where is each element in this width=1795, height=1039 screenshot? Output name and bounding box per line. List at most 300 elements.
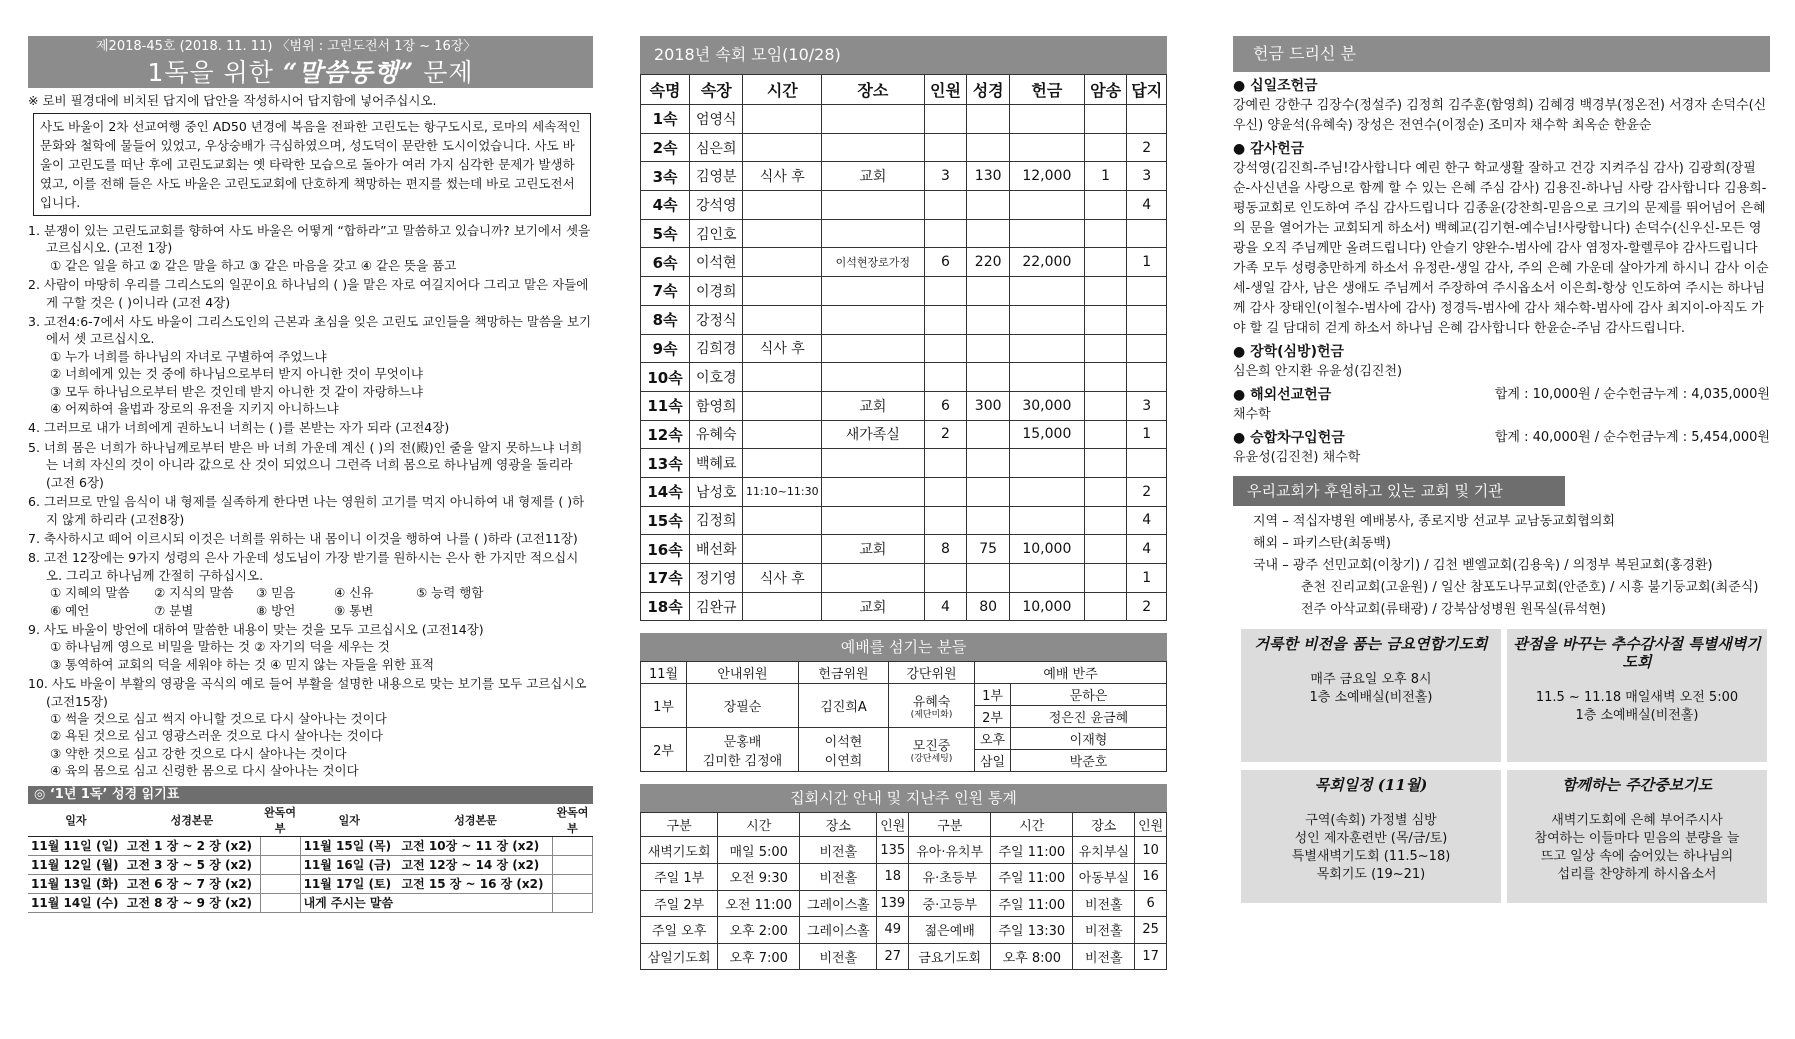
reading-date: 내게 주시는 말씀 xyxy=(300,893,398,912)
question-item xyxy=(28,621,593,673)
reading-check xyxy=(260,855,300,874)
gift-options-row xyxy=(28,584,593,601)
guide-2a: 문홍배 xyxy=(723,734,762,750)
cell-value xyxy=(967,334,1010,363)
announcement-boxes xyxy=(1241,629,1770,903)
cell-value xyxy=(822,305,925,334)
stat-col-header: 구분 xyxy=(909,813,991,837)
stat-col-header: 시간 xyxy=(991,813,1073,837)
support-line: 춘천 진리교회(고윤원) / 일산 참포도나무교회(안준호) / 시흥 불기둥교회(최준식) xyxy=(1301,580,1759,595)
reading-check xyxy=(553,855,593,874)
cell-value xyxy=(1084,391,1127,420)
cell-value xyxy=(1127,334,1167,363)
stat-value: 비전홀 xyxy=(800,837,877,864)
cell-value: 4 xyxy=(1127,535,1167,564)
answer-option: ③ 모두 하나님으로부터 받은 것인데 받지 아니한 것 같이 자랑하느냐 xyxy=(50,383,423,399)
tithe-title: ● 십일조헌금 xyxy=(1233,78,1318,94)
stat-row xyxy=(641,917,1167,944)
cell-value xyxy=(924,191,967,220)
cell-value xyxy=(1127,305,1167,334)
answer-option: ① 누가 너희를 하나님의 자녀로 구별하여 주었느냐 xyxy=(50,348,327,364)
support-line: 전주 아삭교회(류태광) / 강북삼성병원 원목실(류석현) xyxy=(1301,602,1606,617)
cell-value xyxy=(822,564,925,593)
announcement-title: 목회일정 (11월) xyxy=(1314,776,1428,794)
stat-value: 유아·유치부 xyxy=(909,837,991,864)
cell-value: 식사 후 xyxy=(743,334,822,363)
question-item xyxy=(28,493,593,528)
stat-value: 6 xyxy=(1135,890,1167,917)
cell-value xyxy=(1010,363,1085,392)
cell-meeting-heading: 2018년 속회 모임(10/28) xyxy=(640,36,1167,74)
question-text: 6. 그러므로 만일 음식이 내 형제를 실족하게 한다면 나는 영원히 고기를 먹지 아니하여 내 형제를 ( )하지 않게 하리라 (고전8장) xyxy=(28,494,585,527)
stat-col-header: 장소 xyxy=(800,813,877,837)
cell-value xyxy=(1010,334,1085,363)
announcement-line: 성인 제자훈련반 (목/금/토) xyxy=(1294,831,1448,846)
cell-value xyxy=(967,363,1010,392)
cell-row xyxy=(641,162,1167,191)
announcement-line: 새벽기도회에 은혜 부어주시사 xyxy=(1551,813,1723,828)
cell-value: 2 xyxy=(1127,477,1167,506)
question-item xyxy=(28,439,593,491)
question-text: 10. 사도 바울이 부활의 영광을 곡식의 예로 들어 부활을 설명한 내용으로 맞는 보기를 모두 고르십시오 (고전15장) xyxy=(28,676,587,709)
stat-value: 135 xyxy=(877,837,909,864)
question-text: 7. 축사하시고 떼어 이르시되 이것은 너희를 위하는 내 몸이니 이것을 행하여 나를 ( )하라 (고전11장) xyxy=(28,530,578,546)
reading-col-header: 성경본문 xyxy=(399,804,553,837)
reading-passage: 고전 10장 ~ 11 장 (x2) xyxy=(399,836,553,855)
cell-value: 1속 xyxy=(641,105,690,134)
reading-date: 11월 12일 (월) xyxy=(28,855,124,874)
cell-value: 이경희 xyxy=(690,277,743,306)
gift-option: ④ 신유 xyxy=(334,585,374,601)
reading-date: 11월 15일 (목) xyxy=(300,836,398,855)
worship-servers-table xyxy=(640,661,1167,772)
visit-names: 심은희 안지환 유윤성(김진천) xyxy=(1233,364,1403,379)
cell-value xyxy=(743,305,822,334)
answer-note: ※ 로비 필경대에 비치된 답지에 답안을 작성하시어 답지함에 넣어주십시오. xyxy=(28,93,437,108)
cell-value: 75 xyxy=(967,535,1010,564)
cell-value xyxy=(743,277,822,306)
cell-value: 2 xyxy=(1127,133,1167,162)
cell-value: 15속 xyxy=(641,506,690,535)
cell-value: 함영희 xyxy=(690,391,743,420)
cell-value: 강석영 xyxy=(690,191,743,220)
question-text: 2. 사람이 마땅히 우리를 그리스도의 일꾼이요 하나님의 ( )을 맡은 자로 여길지어다 그리고 맡은 자들에게 구할 것은 ( )이니라 (고전 4장) xyxy=(28,277,589,310)
gift-option: ⑤ 능력 행함 xyxy=(416,585,484,601)
answer-option: ① 하나님께 영으로 비밀을 말하는 것 ② 자기의 덕을 세우는 것 xyxy=(50,639,390,655)
stat-value: 비전홀 xyxy=(1073,917,1135,944)
cell-value: 11:10~11:30 xyxy=(743,477,822,506)
cell-value: 130 xyxy=(967,162,1010,191)
cell-value xyxy=(822,219,925,248)
cell-value: 10속 xyxy=(641,363,690,392)
cell-col-header: 장소 xyxy=(822,75,925,105)
cell-value: 80 xyxy=(967,592,1010,621)
cell-value: 220 xyxy=(967,248,1010,277)
cell-value xyxy=(743,420,822,449)
cell-value xyxy=(1084,105,1127,134)
cell-value xyxy=(1084,277,1127,306)
th-guide: 안내위원 xyxy=(687,662,799,684)
cell-value: 1 xyxy=(1127,420,1167,449)
cell-row xyxy=(641,248,1167,277)
cell-value: 유혜숙 xyxy=(690,420,743,449)
th-altar: 강단위원 xyxy=(889,662,975,684)
stat-value: 그레이스홀 xyxy=(800,890,877,917)
cell-value: 10,000 xyxy=(1010,592,1085,621)
reading-col-header: 성경본문 xyxy=(124,804,260,837)
cell-value: 김정희 xyxy=(690,506,743,535)
announcement-line: 뜨고 일상 속에 숨어있는 하나님의 xyxy=(1540,849,1734,864)
quiz-title-highlight: “말씀동행” xyxy=(282,58,415,87)
cell-value: 10,000 xyxy=(1010,535,1085,564)
bible-quiz-column xyxy=(28,36,593,913)
stat-value: 오후 8:00 xyxy=(991,943,1073,970)
cell-row xyxy=(641,219,1167,248)
cell-value xyxy=(967,477,1010,506)
cell-value: 3 xyxy=(924,162,967,191)
reading-plan-table xyxy=(28,804,593,913)
cell-value xyxy=(1127,449,1167,478)
cell-value: 14속 xyxy=(641,477,690,506)
cell-value xyxy=(924,449,967,478)
cell-value xyxy=(822,477,925,506)
cell-value xyxy=(1010,191,1085,220)
offering-2a: 이석현 xyxy=(824,734,863,750)
stat-value: 유·초등부 xyxy=(909,863,991,890)
cell-value xyxy=(743,449,822,478)
cell-value: 교회 xyxy=(822,535,925,564)
guide-1: 장필순 xyxy=(687,684,799,728)
cell-col-header: 암송 xyxy=(1084,75,1127,105)
cell-col-header: 속명 xyxy=(641,75,690,105)
reading-check xyxy=(260,836,300,855)
cell-row xyxy=(641,391,1167,420)
reading-passage: 고전 15 장 ~ 16 장 (x2) xyxy=(399,874,553,893)
cell-value xyxy=(1084,334,1127,363)
acc-name: 이재형 xyxy=(1011,728,1167,750)
cell-value xyxy=(1084,535,1127,564)
stat-col-header: 인원 xyxy=(1135,813,1167,837)
intro-box: 사도 바울이 2차 선교여행 중인 AD50 년경에 복음을 전파한 고린도는 항구도시로, 로마의 세속적인 문화와 철학에 물들어 있었고, 우상숭배가 극심하였으며, 성도덕이 문란한 도시이었습니다. 사도 바울이 고린도를 떠난 후에 고린도교회는 옛 타락한 모습으로 돌아가 여러 가지 심각한 문제가 발생하였고, 이를 전해 들은 사도 바울은 고린도교회에 단호하게 책망하는 편지를 썼는데 바로 고린도전서입니다. xyxy=(33,113,591,216)
offering-heading: 헌금 드리신 분 xyxy=(1233,36,1770,72)
stat-value: 비전홀 xyxy=(1073,943,1135,970)
cell-col-header: 시간 xyxy=(743,75,822,105)
quiz-title-a: 1독을 위한 xyxy=(147,58,274,87)
reading-check xyxy=(553,893,593,912)
stat-value: 젊은예배 xyxy=(909,917,991,944)
cell-value xyxy=(822,363,925,392)
cell-value xyxy=(1010,477,1085,506)
stat-value: 비전홀 xyxy=(800,863,877,890)
service-1: 1부 xyxy=(641,684,687,728)
question-text: 4. 그러므로 내가 너희에게 권하노니 너희는 ( )를 본받는 자가 되라 (고전4장) xyxy=(28,420,450,436)
stat-value: 139 xyxy=(877,890,909,917)
stat-row xyxy=(641,837,1167,864)
thanks-title: ● 감사헌금 xyxy=(1233,141,1305,157)
cell-value: 300 xyxy=(967,391,1010,420)
cell-value xyxy=(743,592,822,621)
cell-value xyxy=(924,334,967,363)
cell-value xyxy=(924,477,967,506)
announcement-box xyxy=(1507,770,1767,903)
cell-value: 남성호 xyxy=(690,477,743,506)
question-item xyxy=(28,313,593,417)
reading-passage: 고전 3 장 ~ 5 장 (x2) xyxy=(124,855,260,874)
cell-value: 4 xyxy=(1127,191,1167,220)
reading-passage: 고전 12장 ~ 14 장 (x2) xyxy=(399,855,553,874)
cell-col-header: 성경 xyxy=(967,75,1010,105)
cell-value: 5속 xyxy=(641,219,690,248)
cell-value xyxy=(967,420,1010,449)
stat-col-header: 구분 xyxy=(641,813,718,837)
stat-value: 오전 11:00 xyxy=(718,890,800,917)
reading-row xyxy=(28,836,593,855)
cell-value: 3 xyxy=(1127,162,1167,191)
cell-value xyxy=(1084,506,1127,535)
stat-value: 주일 13:30 xyxy=(991,917,1073,944)
answer-option: ② 욕된 것으로 심고 영광스러운 것으로 다시 살아나는 것이다 xyxy=(50,728,383,744)
cell-value: 1 xyxy=(1127,564,1167,593)
cell-value xyxy=(1084,133,1127,162)
cell-value xyxy=(967,506,1010,535)
cell-row xyxy=(641,305,1167,334)
cell-value: 식사 후 xyxy=(743,162,822,191)
cell-value: 강정식 xyxy=(690,305,743,334)
cell-value xyxy=(743,133,822,162)
cell-value: 이석현 xyxy=(690,248,743,277)
cell-row xyxy=(641,334,1167,363)
stat-col-header: 인원 xyxy=(877,813,909,837)
stat-value: 16 xyxy=(1135,863,1167,890)
gift-option: ① 지혜의 말씀 xyxy=(50,585,130,601)
support-line: 국내 – 광주 선민교회(이창기) / 김천 벧엘교회(김용욱) / 의정부 복된교회(홍경환) xyxy=(1253,558,1713,573)
cell-value: 2 xyxy=(924,420,967,449)
cell-value xyxy=(1084,248,1127,277)
cell-row xyxy=(641,420,1167,449)
cell-value xyxy=(743,219,822,248)
cell-row xyxy=(641,477,1167,506)
cell-value xyxy=(822,105,925,134)
mission-title: ● 해외선교헌금 xyxy=(1233,387,1332,403)
cell-value xyxy=(924,305,967,334)
reading-row xyxy=(28,874,593,893)
offering-2b: 이연희 xyxy=(824,753,863,769)
guide-2 xyxy=(687,728,799,772)
cell-value: 13속 xyxy=(641,449,690,478)
stat-value: 아동부실 xyxy=(1073,863,1135,890)
question-item xyxy=(28,675,593,779)
reading-check xyxy=(553,836,593,855)
question-item xyxy=(28,276,593,311)
reading-passage: 고전 8 장 ~ 9 장 (x2) xyxy=(124,893,260,912)
cell-value xyxy=(1010,564,1085,593)
cell-value xyxy=(743,105,822,134)
reading-date: 11월 13일 (화) xyxy=(28,874,124,893)
stat-value: 주일 2부 xyxy=(641,890,718,917)
reading-col-header: 완독여부 xyxy=(260,804,300,837)
answer-option: ④ 어찌하여 율법과 장로의 유전을 지키지 아니하느냐 xyxy=(50,401,339,417)
stat-value: 오후 2:00 xyxy=(718,917,800,944)
stat-value: 10 xyxy=(1135,837,1167,864)
cell-value xyxy=(1010,449,1085,478)
quiz-title-b: 문제 xyxy=(423,58,474,87)
stat-value: 비전홀 xyxy=(800,943,877,970)
reading-passage: 고전 1 장 ~ 2 장 (x2) xyxy=(124,836,260,855)
altar-2 xyxy=(889,728,975,772)
cell-value: 정기영 xyxy=(690,564,743,593)
reading-passage xyxy=(399,893,553,912)
announcement-box xyxy=(1241,629,1501,762)
stat-value: 18 xyxy=(877,863,909,890)
gift-option: ⑧ 방언 xyxy=(256,602,296,618)
supported-churches-heading: 우리교회가 후원하고 있는 교회 및 기관 xyxy=(1233,476,1565,506)
cell-col-header: 인원 xyxy=(924,75,967,105)
th-accompanist: 예배 반주 xyxy=(975,662,1167,684)
reading-date: 11월 14일 (수) xyxy=(28,893,124,912)
cell-value: 17속 xyxy=(641,564,690,593)
cell-value xyxy=(1010,305,1085,334)
cell-row xyxy=(641,363,1167,392)
cell-value xyxy=(1084,592,1127,621)
cell-value: 김희경 xyxy=(690,334,743,363)
reading-check xyxy=(553,874,593,893)
cell-value xyxy=(1010,506,1085,535)
stat-row xyxy=(641,890,1167,917)
cell-value: 3 xyxy=(1127,391,1167,420)
cell-value xyxy=(967,564,1010,593)
stat-value: 주일 오후 xyxy=(641,917,718,944)
cell-row xyxy=(641,449,1167,478)
cell-col-header: 답지 xyxy=(1127,75,1167,105)
issue-meta: 제2018-45호 (2018. 11. 11) 〈범위 : 고린도전서 1장 ~ 16장〉 xyxy=(28,36,593,58)
question-text: 3. 고전4:6-7에서 사도 바울이 그리스도인의 근본과 초심을 잊은 고린도 교인들을 책망하는 말씀을 보기에서 셋 고르십시오. xyxy=(28,314,592,347)
cell-value xyxy=(1084,420,1127,449)
answer-option: ① 썩을 것으로 심고 썩지 아니할 것으로 다시 살아나는 것이다 xyxy=(50,710,387,726)
stat-value: 새벽기도회 xyxy=(641,837,718,864)
altar-2-role: (강단세팅) xyxy=(910,754,953,765)
cell-row xyxy=(641,535,1167,564)
cell-value: 2속 xyxy=(641,133,690,162)
cell-value: 2 xyxy=(1127,592,1167,621)
gift-option: ⑨ 통변 xyxy=(334,602,374,618)
cell-value: 식사 후 xyxy=(743,564,822,593)
cell-row xyxy=(641,506,1167,535)
stat-value: 주일 11:00 xyxy=(991,863,1073,890)
answer-option: ③ 약한 것으로 심고 강한 것으로 다시 살아나는 것이다 xyxy=(50,745,347,761)
announcement-line: 특별새벽기도회 (11.5~18) xyxy=(1291,849,1451,864)
mission-sum: 합계 : 10,000원 / 순수헌금누계 : 4,035,000원 xyxy=(1494,387,1770,402)
announcement-line: 목회기도 (19~21) xyxy=(1316,867,1426,882)
cell-value xyxy=(822,191,925,220)
stat-value: 금요기도회 xyxy=(909,943,991,970)
cell-value: 4 xyxy=(924,592,967,621)
cell-value xyxy=(967,277,1010,306)
cell-value: 7속 xyxy=(641,277,690,306)
reading-check xyxy=(260,893,300,912)
cell-value xyxy=(822,277,925,306)
acc-name: 정은진 윤금혜 xyxy=(1011,706,1167,728)
gift-option: ② 지식의 말씀 xyxy=(154,585,234,601)
cell-value xyxy=(924,219,967,248)
cell-value: 11속 xyxy=(641,391,690,420)
cell-value xyxy=(1010,277,1085,306)
offering-2 xyxy=(799,728,889,772)
cell-value xyxy=(924,133,967,162)
cell-value xyxy=(1084,477,1127,506)
announcement-line: 1층 소예배실(비전홀) xyxy=(1309,690,1433,705)
question-item xyxy=(28,222,593,274)
supported-churches-list xyxy=(1233,511,1770,621)
cell-value xyxy=(1127,277,1167,306)
cell-value xyxy=(822,449,925,478)
stat-value: 주일 11:00 xyxy=(991,890,1073,917)
acc-service: 삼일 xyxy=(975,750,1011,772)
answer-option: ① 같은 일을 하고 ② 같은 말을 하고 ③ 같은 마음을 갖고 ④ 같은 뜻을 품고 xyxy=(50,257,457,273)
cell-value: 심은희 xyxy=(690,133,743,162)
altar-1-role: (제단미화) xyxy=(910,710,953,721)
cell-value xyxy=(822,334,925,363)
stat-row xyxy=(641,863,1167,890)
cell-row xyxy=(641,277,1167,306)
cell-value xyxy=(743,506,822,535)
announcement-line: 참여하는 이들마다 믿음의 분량을 늘 xyxy=(1534,831,1740,846)
announcement-line: 매주 금요일 오후 8시 xyxy=(1310,672,1432,687)
announcement-line: 11.5 ~ 11.18 매일새벽 오전 5:00 xyxy=(1535,690,1739,705)
stat-value: 그레이스홀 xyxy=(800,917,877,944)
cell-value xyxy=(1084,305,1127,334)
service-2: 2부 xyxy=(641,728,687,772)
cell-value xyxy=(924,363,967,392)
cell-value xyxy=(743,191,822,220)
cell-value xyxy=(1084,449,1127,478)
cell-meeting-table xyxy=(640,74,1167,621)
question-text: 1. 분쟁이 있는 고린도교회를 향하여 사도 바울은 어떻게 “합하라”고 말씀하고 있습니까? 보기에서 셋을 고르십시오. (고전 1장) xyxy=(28,223,591,256)
cell-value xyxy=(822,133,925,162)
service-stats-heading: 집회시간 안내 및 지난주 인원 통계 xyxy=(640,784,1167,812)
reading-row xyxy=(28,855,593,874)
question-item xyxy=(28,419,593,436)
question-item xyxy=(28,549,593,619)
cell-value: 18속 xyxy=(641,592,690,621)
altar-2-name: 모진중 xyxy=(912,739,951,755)
announcement-box xyxy=(1507,629,1767,762)
cell-value xyxy=(1084,219,1127,248)
support-line: 지역 – 적십자병원 예배봉사, 종로지방 선교부 교남동교회협의회 xyxy=(1253,514,1615,529)
reading-date: 11월 17일 (토) xyxy=(300,874,398,893)
gift-option: ⑥ 예언 xyxy=(50,602,90,618)
reading-passage: 고전 6 장 ~ 7 장 (x2) xyxy=(124,874,260,893)
quiz-title xyxy=(28,58,593,88)
cell-value: 12속 xyxy=(641,420,690,449)
cell-value: 4속 xyxy=(641,191,690,220)
cell-value: 이석현장로가정 xyxy=(822,248,925,277)
altar-1 xyxy=(889,684,975,728)
cell-value: 김인호 xyxy=(690,219,743,248)
answer-option: ② 너희에게 있는 것 중에 하나님으로부터 받지 아니한 것이 무엇이냐 xyxy=(50,366,423,382)
announcement-line: 1층 소예배실(비전홀) xyxy=(1575,708,1699,723)
cell-value xyxy=(924,277,967,306)
question-text: 5. 너희 몸은 너희가 하나님께로부터 받은 바 너희 가운데 계신 ( )의 전(殿)인 줄을 알지 못하느냐 너희는 너희 자신의 것이 아니라 값으로 산 것이 되었으니 그런즉 너희 몸으로 하나님께 영광을 돌리라 (고전 6장) xyxy=(28,439,583,490)
cell-value xyxy=(1010,219,1085,248)
cell-row xyxy=(641,564,1167,593)
acc-service: 2부 xyxy=(975,706,1011,728)
reading-col-header: 일자 xyxy=(300,804,398,837)
stat-value: 27 xyxy=(877,943,909,970)
cell-value: 8속 xyxy=(641,305,690,334)
cell-meeting-column xyxy=(640,36,1167,970)
guide-2b: 김미한 김정애 xyxy=(702,753,783,769)
announcement-title: 거룩한 비전을 품는 금요연합기도회 xyxy=(1254,635,1488,653)
